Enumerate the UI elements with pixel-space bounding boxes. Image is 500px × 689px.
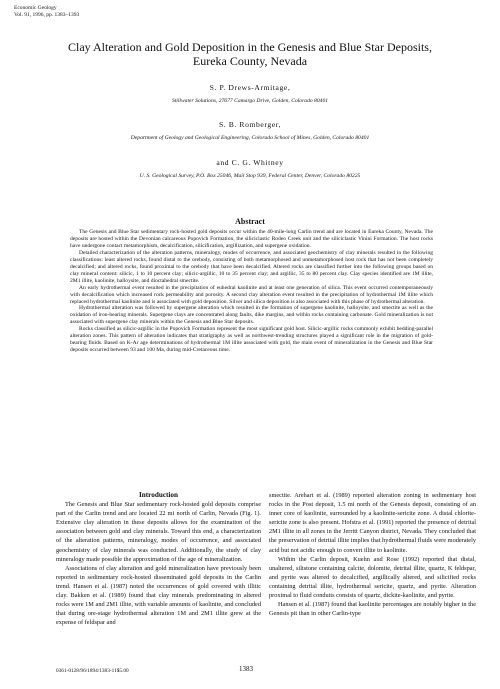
- abstract-paragraph: Detailed characterization of the alteration patterns, mineralogy, modes of occurrence, and associated geochemistry of clay minerals resulted in the following classifications: least altered rocks, found distal to the orebody, consisting of both metamorphosed and unmetamorphosed host rock that has not been completely decalcified; and altered rocks, found proximal to the orebody that have been decalcified. Altered rocks are classified further into the following groups based on clay mineral content: silicic, 1 to 10 percent clay; silicic-argillic, 10 to 35 percent clay; and argillic, 35 to 80 percent clay. Clay species identified are 1M illite, 2M1 illite, kaolinite, halloysite, and dioctahedral smectite.: [70, 249, 433, 284]
- abstract-paragraph: Rocks classified as silicic-argillic in the Popovich Formation represent the most significant gold host. Silicic-argillic rocks commonly exhibit bedding-parallel alteration zones. This pattern of alteration indicates that stratigraphy as well as northwest-trending structures played a significant role in the migration of gold-bearing fluids. Based on K-Ar age determinations of hydrothermal 1M illite associated with gold, the main event of mineralization in the Genesis and Blue Star deposits occurred between 93 and 100 Ma, during mid-Cretaceous time.: [70, 326, 433, 354]
- body-paragraph: smectite. Arehart et al. (1989) reported alteration zoning in sedimentary host rocks in the Post deposit, 1.5 mi north of the Genesis deposit, consisting of an inner core of kaolinite, surrounded by a kaolinite-sericite zone. A distal chlorite-sericite zone is also present. Hofstra et al. (1991) reported the presence of detrital 2M1 illite in all zones in the Jerritt Canyon district, Nevada. They concluded that the preservation of detrital illite implies that hydrothermal fluids were moderately acid but not acidic enough to convert illite to kaolinite.: [269, 492, 476, 554]
- introduction-heading: Introduction: [138, 491, 178, 499]
- author-2: S. B. Romberger,: [218, 120, 282, 129]
- author-3: and C. G. Whitney: [216, 158, 284, 167]
- footer-code: 0361-0128/96/1894/1383-11$5.00: [56, 668, 129, 674]
- abstract-paragraph: The Genesis and Blue Star sedimentary rock-hosted gold deposits occur within the 40-mile-long Carlin trend and are located in Eureka County, Nevada. The deposits are hosted within the Devonian calcareous Popovich Formation, the siliciclastic Rodeo Creek unit and the siliciclastic Vinini Formation. The host rocks have undergone contact metamorphism, decalcification, silicification, argillization, and supergene oxidation.: [70, 229, 433, 249]
- body-paragraph: Hansen et al. (1987) found that kaolinite percentages are notably higher in the Genesis pit than in other Carlin-type: [269, 601, 476, 618]
- abstract-heading: Abstract: [235, 217, 265, 226]
- right-column: [269, 491, 476, 618]
- body-paragraph: Within the Carlin deposit, Kuehn and Rose (1992) reported that distal, unaltered, siltstone containing calcite, dolomite, detrital illite, quartz, K feldspar, and pyrite was altered to decalcified, argillically altered, and silicified rocks containing detrital illite, hydrothermal sericite, quartz, and pyrite. Alteration proximal to fluid conduits consists of quartz, dickite-kaolinite, and pyrite.: [269, 555, 476, 600]
- author-1: S. P. Drews-Armitage,: [209, 83, 291, 92]
- title-line-1: Clay Alteration and Gold Deposition in the Genesis and Blue Star Deposits,: [68, 40, 432, 54]
- left-column: [56, 491, 261, 627]
- abstract-paragraph: Hydrothermal alteration was followed by supergene alteration which resulted in the formation of supergene kaolinite, halloysite, and smectite as well as the oxidation of iron-bearing minerals. Supergene clays are concentrated along faults, dike margins, and within rocks containing carbonate. Gold mineralization is not associated with supergene clay minerals within the Genesis and Blue Star deposits.: [70, 305, 433, 326]
- journal-header: [14, 5, 79, 18]
- affiliation-3: U. S. Geological Survey, P.O. Box 25046, Mail Stop 939, Federal Center, Denver, Colorado 80225: [139, 173, 361, 179]
- page-number: 1383: [239, 665, 253, 673]
- journal-volume: Vol. 91, 1996, pp. 1383–1393: [14, 11, 80, 18]
- abstract-paragraph: An early hydrothermal event resulted in the precipitation of euhedral kaolinite and at least one generation of silica. This event occurred contemporaneously with decalcification which increased rock permeability and porosity. A second clay alteration event resulted in the precipitation of hydrothermal 1M illite which replaced hydrothermal kaolinite and is associated with gold deposition. Silver and silica deposition is also associated with this phase of hydrothermal alteration.: [70, 284, 433, 305]
- body-paragraph: The Genesis and Blue Star sedimentary rock-hosted gold deposits comprise part of the Carlin trend and are located 22 mi north of Carlin, Nevada (Fig. 1). Extensive clay alteration in these deposits allows for the examination of the association between gold and clay minerals. Toward this end, a characterization of the alteration patterns, mineralogy, modes of occurrence, and associated geochemistry of clay minerals was conducted. Additionally, the study of clay mineralogy made possible the approximation of the age of mineralization.: [56, 501, 261, 563]
- abstract-body: [70, 229, 433, 354]
- body-paragraph: Associations of clay alteration and gold mineralization have previously been reported in sedimentary rock-hosted disseminated gold deposits in the Carlin trend. Hansen et al. (1987) noted the occurrences of gold covered with illitic clay. Bakken et al. (1989) found that clay minerals predominating in altered rocks were 1M and 2M1 illite, with variable amounts of kaolinite, and concluded that during ore-stage hydrothermal alteration 1M and 2M1 illite grew at the expense of feldspar and: [56, 564, 261, 627]
- affiliation-2: Department of Geology and Geological Engineering, Colorado School of Mines, Golden, Colorado 80401: [130, 135, 370, 141]
- affiliation-1: Stillwater Solutions, 27677 Camargo Drive, Golden, Colorado 80401: [171, 98, 329, 104]
- journal-name: Economic Geology: [14, 5, 57, 11]
- paper-title: [20, 40, 480, 68]
- title-line-2: Eureka County, Nevada: [192, 54, 308, 68]
